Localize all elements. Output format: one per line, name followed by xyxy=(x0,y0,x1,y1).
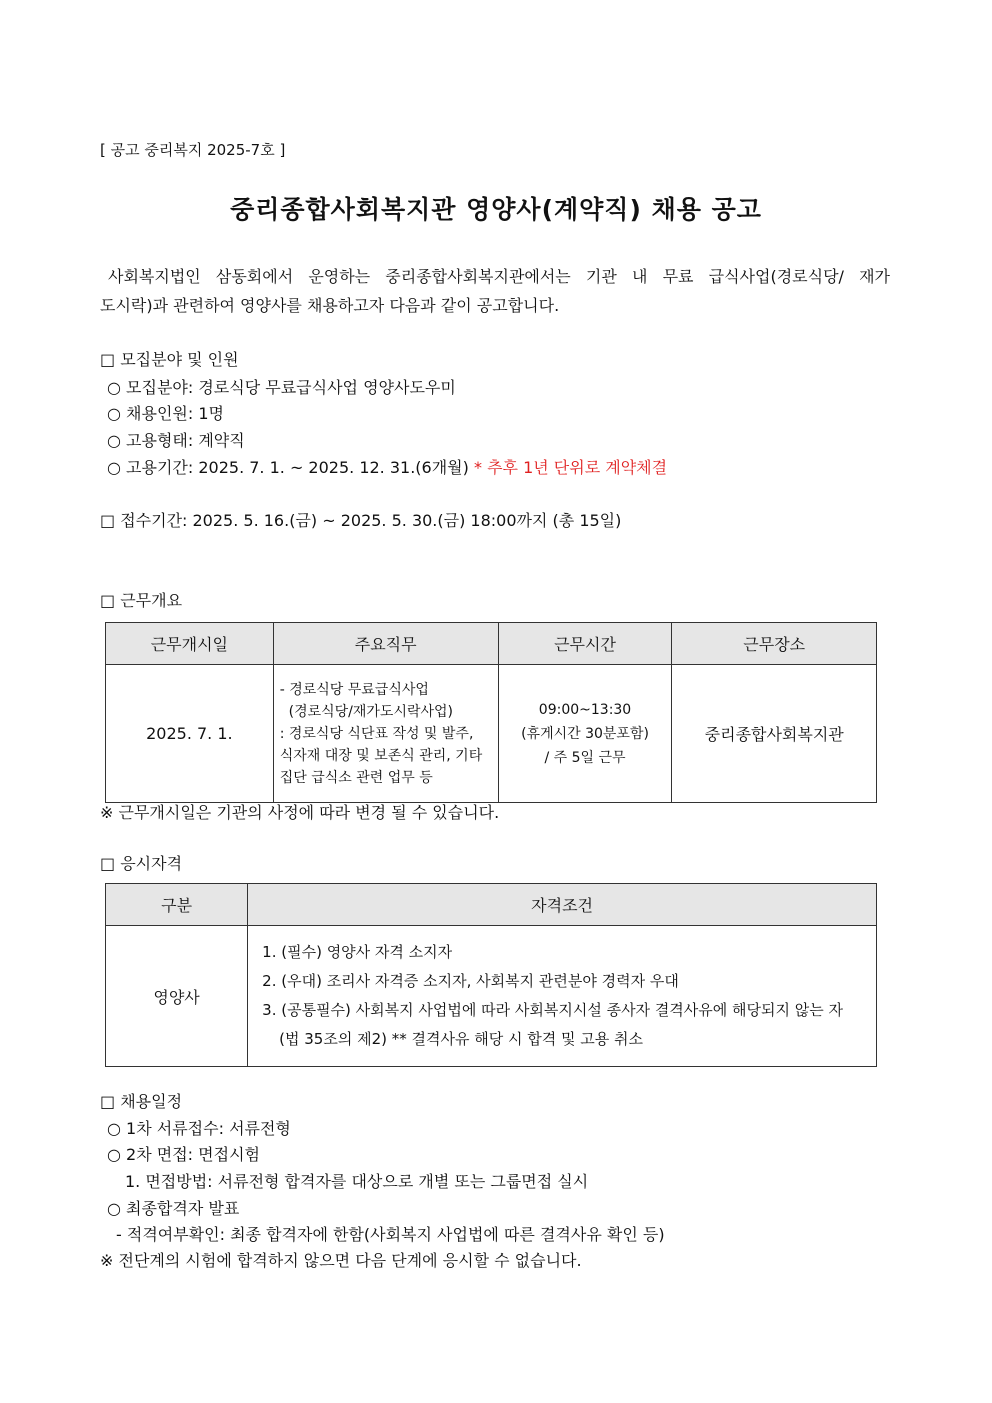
qualification-item: (법 35조의 제2) ** 결격사유 해당 시 합격 및 고용 취소 xyxy=(279,1030,643,1048)
schedule-step2-detail: 1. 면접방법: 서류전형 합격자를 대상으로 개별 또는 그룹면접 실시 xyxy=(125,1172,589,1191)
intro-paragraph xyxy=(100,262,890,320)
recruit-field: ○ 모집분야: 경로식당 무료급식사업 영양사도우미 xyxy=(107,378,456,397)
schedule-step3-detail: - 적격여부확인: 최종 합격자에 한함(사회복지 사업법에 따른 결격사유 확인 등) xyxy=(116,1225,665,1244)
recruit-period-line xyxy=(107,455,667,478)
qualification-conditions xyxy=(248,926,877,1067)
schedule-step3: ○ 최종합격자 발표 xyxy=(107,1199,240,1218)
recruit-period: ○ 고용기간: 2025. 7. 1. ~ 2025. 12. 31.(6개월) xyxy=(107,458,469,477)
recruit-type: ○ 고용형태: 계약직 xyxy=(107,431,245,450)
qualification-header-conditions: 자격조건 xyxy=(248,884,877,926)
intro-line-1: 사회복지법인 삼동회에서 운영하는 중리종합사회복지관에서는 기관 내 무료 급식사업(경로식당/ 재가 xyxy=(108,267,890,286)
duty-line: 식자재 대장 및 보존식 관리, 기타 xyxy=(279,747,483,764)
schedule-note: ※ 전단계의 시험에 합격하지 않으면 다음 단계에 응시할 수 없습니다. xyxy=(100,1251,582,1270)
work-duties xyxy=(273,665,498,803)
qualification-header-category: 구분 xyxy=(106,884,248,926)
hours-line: / 주 5일 근무 xyxy=(544,749,626,766)
hours-line: (휴게시간 30분포함) xyxy=(521,725,649,742)
duty-line: 집단 급식소 관련 업무 등 xyxy=(279,769,433,786)
work-heading: □ 근무개요 xyxy=(100,591,183,610)
recruit-period-note: * 추후 1년 단위로 계약체결 xyxy=(473,458,668,477)
recruit-headcount: ○ 채용인원: 1명 xyxy=(107,404,224,423)
page-title: 중리종합사회복지관 영양사(계약직) 채용 공고 xyxy=(230,195,762,224)
duty-line: - 경로식당 무료급식사업 xyxy=(279,681,429,698)
work-start-date: 2025. 7. 1. xyxy=(106,665,274,803)
work-place: 중리종합사회복지관 xyxy=(672,665,877,803)
work-table-row xyxy=(106,665,877,803)
work-hours xyxy=(498,665,672,803)
qualification-table xyxy=(105,883,877,1067)
intro-line-2: 도시락)과 관련하여 영양사를 채용하고자 다음과 같이 공고합니다. xyxy=(100,296,560,315)
qualification-item: 2. (우대) 조리사 자격증 소지자, 사회복지 관련분야 경력자 우대 xyxy=(262,972,679,990)
qualification-header-row xyxy=(106,884,877,926)
schedule-step1: ○ 1차 서류접수: 서류전형 xyxy=(107,1119,291,1138)
schedule-step2: ○ 2차 면접: 면접시험 xyxy=(107,1145,260,1164)
qualification-item: 1. (필수) 영양사 자격 소지자 xyxy=(262,943,453,961)
schedule-heading: □ 채용일정 xyxy=(100,1092,183,1111)
work-header-hours: 근무시간 xyxy=(498,623,672,665)
work-header-place: 근무장소 xyxy=(672,623,877,665)
qualification-item: 3. (공통필수) 사회복지 사업법에 따라 사회복지시설 종사자 결격사유에 해당되지 않는 자 xyxy=(262,1001,844,1019)
qualification-category: 영양사 xyxy=(106,926,248,1067)
duty-line: (경로식당/재가도시락사업) xyxy=(279,703,454,720)
work-header-duty: 주요직무 xyxy=(273,623,498,665)
hours-line: 09:00~13:30 xyxy=(538,701,632,718)
qualification-heading: □ 응시자격 xyxy=(100,854,183,873)
work-table-header-row xyxy=(106,623,877,665)
recruit-heading: □ 모집분야 및 인원 xyxy=(100,350,239,369)
work-header-start: 근무개시일 xyxy=(106,623,274,665)
work-note: ※ 근무개시일은 기관의 사정에 따라 변경 될 수 있습니다. xyxy=(100,803,500,822)
qualification-row xyxy=(106,926,877,1067)
application-period: □ 접수기간: 2025. 5. 16.(금) ~ 2025. 5. 30.(금) 18:00까지 (총 15일) xyxy=(100,511,622,530)
notice-number: [ 공고 중리복지 2025-7호 ] xyxy=(100,141,286,159)
duty-line: : 경로식당 식단표 작성 및 발주, xyxy=(279,725,474,742)
work-table xyxy=(105,622,877,803)
